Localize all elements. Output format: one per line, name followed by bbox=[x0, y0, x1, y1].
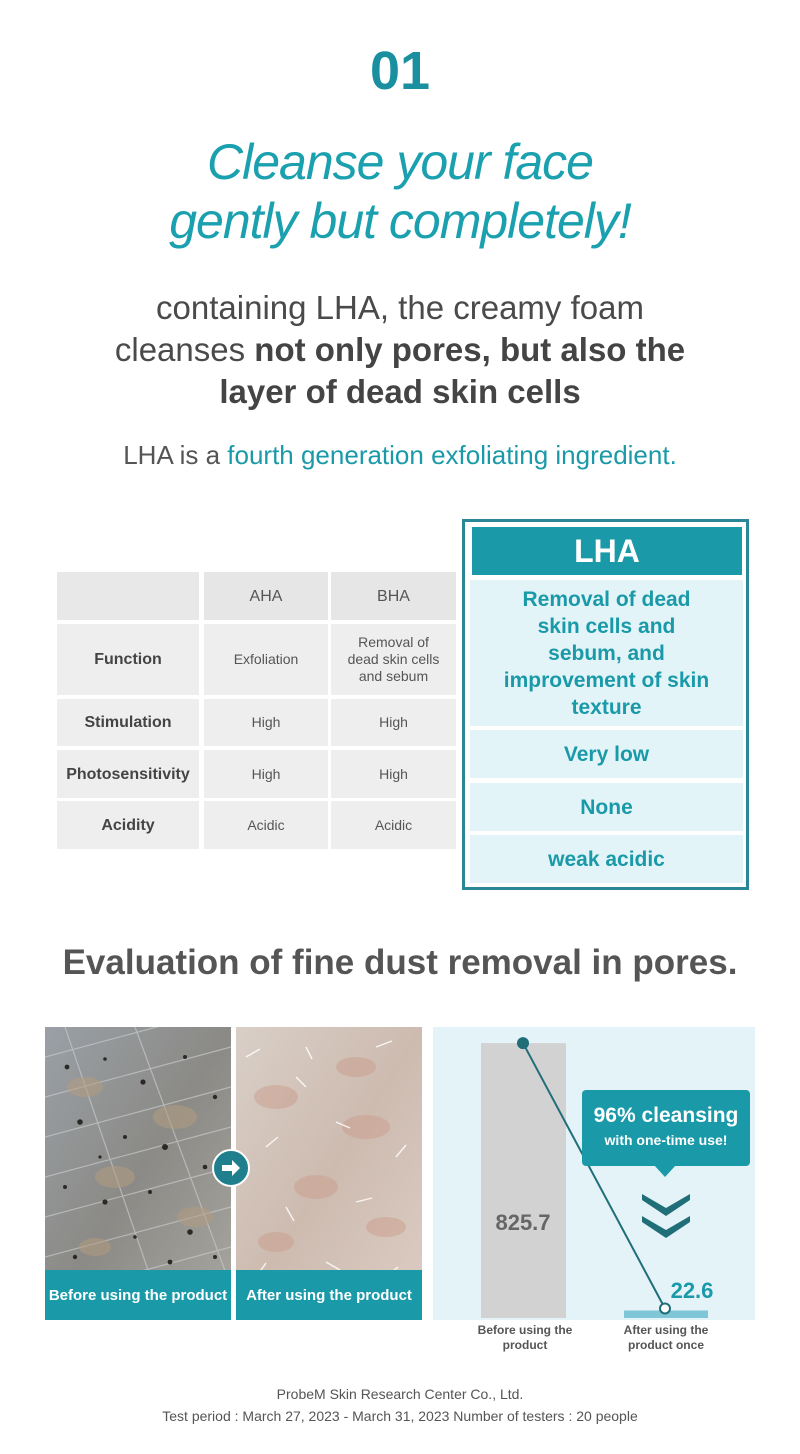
chart-value-label-1: 22.6 bbox=[670, 1278, 714, 1303]
lha-acidity: weak acidic bbox=[470, 835, 743, 883]
chart-value-label-0: 825.7 bbox=[495, 1210, 551, 1235]
aha-acidity: Acidic bbox=[204, 801, 328, 849]
headline-line-2: gently but completely! bbox=[169, 193, 631, 249]
callout-line-1: 96% cleansing bbox=[593, 1104, 739, 1127]
bha-function: Removal of dead skin cells and sebum bbox=[331, 624, 456, 695]
row-label-function: Function bbox=[57, 624, 199, 695]
footer-company: ProbeM Skin Research Center Co., Ltd. bbox=[276, 1386, 524, 1402]
intro-line-1: containing LHA, the creamy foam bbox=[156, 289, 644, 326]
aha-photosensitivity: High bbox=[204, 750, 328, 798]
intro-line-2 bbox=[0, 329, 800, 371]
chart-x-label-after: After using the product once bbox=[623, 1323, 709, 1352]
callout-line-2: with one-time use! bbox=[604, 1132, 728, 1148]
bha-stimulation: High bbox=[331, 699, 456, 746]
lha-note-plain: LHA is a bbox=[123, 440, 228, 470]
bha-photosensitivity: High bbox=[331, 750, 456, 798]
intro-line-3 bbox=[0, 371, 800, 413]
lha-stimulation: Very low bbox=[470, 730, 743, 778]
lha-function: Removal of dead skin cells and sebum, and improvement of skin texture bbox=[470, 580, 743, 726]
after-photo-label: After using the product bbox=[236, 1270, 422, 1320]
lha-note bbox=[0, 440, 800, 471]
column-header-aha: AHA bbox=[204, 572, 328, 620]
lha-photosensitivity: None bbox=[470, 783, 743, 831]
aha-function: Exfoliation bbox=[204, 624, 328, 695]
intro-plain: cleanses bbox=[114, 331, 255, 368]
intro-bold: not only pores, but also the bbox=[254, 331, 686, 368]
column-header-bha: BHA bbox=[331, 572, 456, 620]
callout-pointer bbox=[654, 1165, 676, 1177]
cleansing-callout bbox=[582, 1090, 750, 1166]
lha-note-highlight: fourth generation exfoliating ingredient. bbox=[227, 440, 677, 470]
chart-bar-0 bbox=[481, 1043, 566, 1318]
chart-point-0 bbox=[518, 1038, 528, 1048]
column-header-lha: LHA bbox=[472, 527, 742, 575]
chevron-down-icon bbox=[642, 1194, 690, 1240]
row-label-acidity: Acidity bbox=[57, 801, 199, 849]
step-number: 01 bbox=[369, 41, 431, 101]
chart-x-label-before: Before using the product bbox=[477, 1323, 573, 1352]
before-photo bbox=[45, 1027, 231, 1320]
aha-stimulation: High bbox=[204, 699, 328, 746]
footer-test-info: Test period : March 27, 2023 - March 31, 2023 Number of testers : 20 people bbox=[162, 1408, 638, 1424]
bha-acidity: Acidic bbox=[331, 801, 456, 849]
before-photo-label: Before using the product bbox=[45, 1270, 231, 1320]
headline-line-1: Cleanse your face bbox=[206, 134, 593, 190]
row-label-photosensitivity: Photosensitivity bbox=[57, 750, 199, 798]
chart-point-1 bbox=[660, 1303, 670, 1313]
row-label-stimulation: Stimulation bbox=[57, 699, 199, 746]
evaluation-title: Evaluation of fine dust removal in pores. bbox=[62, 943, 738, 982]
arrow-right-icon bbox=[212, 1149, 250, 1187]
after-photo bbox=[236, 1027, 422, 1320]
intro-bold-2: layer of dead skin cells bbox=[219, 373, 581, 410]
dust-removal-chart bbox=[433, 1027, 755, 1320]
table-corner bbox=[57, 572, 199, 620]
